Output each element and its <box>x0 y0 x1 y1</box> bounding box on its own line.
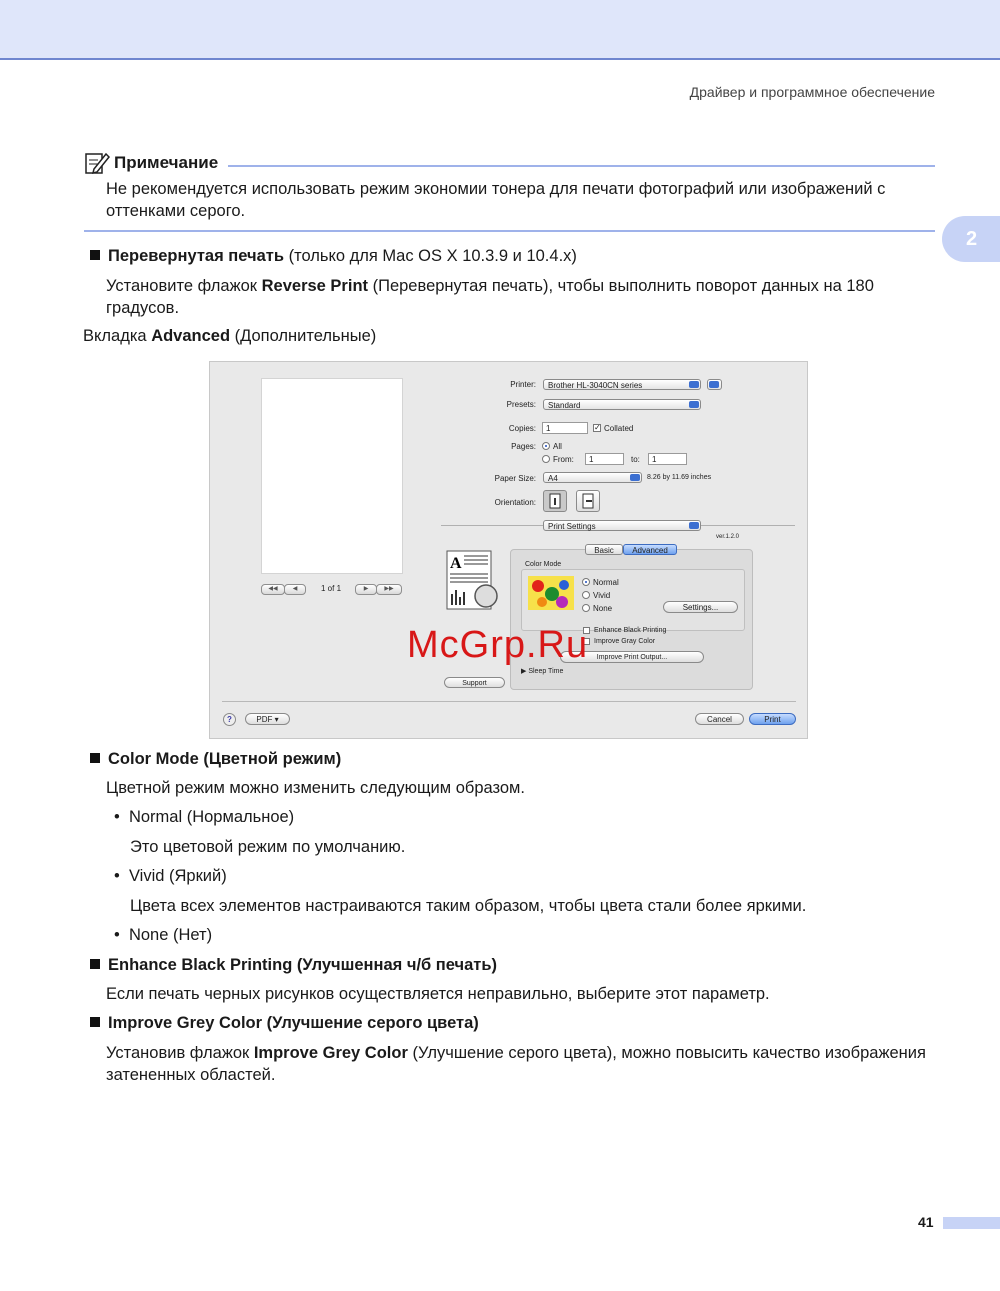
dot-bullet: • <box>114 867 120 885</box>
svg-text:A: A <box>450 555 462 572</box>
enhance-black-label: Enhance Black Printing <box>594 627 667 634</box>
color-mode-heading-text: Color Mode (Цветной режим) <box>108 750 342 768</box>
portrait-icon <box>549 493 561 509</box>
cancel-button[interactable]: Cancel <box>695 713 744 725</box>
color-normal-label: Normal <box>593 578 619 587</box>
paper-dimensions: 8.26 by 11.69 inches <box>647 474 712 481</box>
tab-advanced[interactable]: Advanced <box>623 544 677 555</box>
color-vivid-label: Vivid <box>593 591 611 600</box>
dot-bullet: • <box>114 926 120 944</box>
note-text: Не рекомендуется использовать режим экономии тонера для печати фотографий или изображений с оттенками серого. <box>106 180 886 220</box>
note-rule <box>228 165 935 167</box>
pages-from-radio[interactable] <box>542 455 550 463</box>
triangle-up-icon <box>709 381 719 388</box>
normal-desc: Это цветовой режим по умолчанию. <box>130 838 406 856</box>
watermark: McGrp.Ru <box>407 624 589 666</box>
page-number: 41 <box>918 1214 934 1230</box>
popup-arrows-icon <box>689 381 699 388</box>
grey-text-pre: Установив флажок <box>106 1044 254 1062</box>
note-title: Примечание <box>114 153 219 172</box>
normal-item <box>114 806 294 828</box>
color-settings-button[interactable]: Settings... <box>663 601 738 613</box>
grey-text <box>106 1042 936 1086</box>
panel-select[interactable] <box>543 520 701 531</box>
grey-heading-text: Improve Grey Color (Улучшение серого цвета) <box>108 1014 479 1032</box>
print-dialog-screenshot <box>209 361 808 739</box>
page-preview <box>261 378 403 574</box>
enhance-text: Если печать черных рисунков осуществляется неправильно, выберите этот параметр. <box>106 985 770 1003</box>
popup-arrows-icon <box>689 522 699 529</box>
advanced-caption-bold: Advanced <box>151 327 231 345</box>
orientation-label: Orientation: <box>494 498 536 507</box>
pages-label: Pages: <box>511 442 536 451</box>
note-rule-bottom <box>84 230 935 232</box>
pages-from-field[interactable]: 1 <box>585 453 624 465</box>
enhance-heading-text: Enhance Black Printing (Улучшенная ч/б печать) <box>108 956 498 974</box>
collated-checkbox[interactable]: ✓ <box>594 423 601 432</box>
popup-arrows-icon <box>689 401 699 408</box>
enhance-heading <box>90 954 497 976</box>
reverse-heading-bold: Перевернутая печать <box>108 247 284 265</box>
last-page-button[interactable]: ▶▶ <box>376 584 402 595</box>
color-vivid-radio[interactable] <box>582 591 590 599</box>
copies-field[interactable]: 1 <box>542 422 588 434</box>
grey-heading <box>90 1012 479 1034</box>
none-item-text: None (Нет) <box>128 926 213 944</box>
normal-item-text: Normal (Нормальное) <box>128 808 295 826</box>
paper-size-select[interactable] <box>543 472 642 483</box>
pages-to-field[interactable]: 1 <box>648 453 687 465</box>
color-mode-group-label: Color Mode <box>525 561 562 568</box>
copies-label: Copies: <box>508 424 536 433</box>
color-mode-heading <box>90 748 341 770</box>
driver-version: ver.1.2.0 <box>716 534 740 540</box>
reverse-heading-rest: (только для Mac OS X 10.3.9 и 10.4.x) <box>284 247 577 265</box>
chapter-tab <box>942 216 1000 262</box>
color-none-label: None <box>593 604 613 613</box>
reverse-text-post: (Перевернутая печать), чтобы выполнить поворот данных на 180 градусов. <box>106 277 874 317</box>
prev-page-button[interactable]: ◀ <box>284 584 306 595</box>
none-item <box>114 924 212 946</box>
next-page-button[interactable]: ▶ <box>355 584 377 595</box>
landscape-icon <box>582 493 594 509</box>
color-sample-image-icon <box>528 576 574 610</box>
advanced-caption-pre: Вкладка <box>83 327 152 345</box>
first-page-button[interactable]: ◀◀ <box>261 584 285 595</box>
disclosure-button[interactable] <box>707 379 722 390</box>
page-number-bar <box>943 1217 1000 1229</box>
reverse-text-bold: Reverse Print <box>261 277 369 295</box>
reverse-text <box>106 275 946 319</box>
printer-value: Brother HL-3040CN series <box>548 381 643 390</box>
presets-select[interactable] <box>543 399 701 410</box>
collated-label: Collated <box>604 424 634 433</box>
printer-select[interactable] <box>543 379 701 390</box>
advanced-caption-post: (Дополнительные) <box>230 327 377 345</box>
square-bullet-icon <box>90 250 100 260</box>
color-mode-intro: Цветной режим можно изменить следующим образом. <box>106 779 525 797</box>
presets-value: Standard <box>548 401 581 410</box>
printer-label: Printer: <box>510 380 536 389</box>
paper-size-label: Paper Size: <box>494 474 536 483</box>
chapter-number: 2 <box>966 228 978 250</box>
pages-all-label: All <box>553 442 562 451</box>
page-count: 1 of 1 <box>321 584 342 593</box>
reverse-heading <box>90 245 577 267</box>
top-band <box>0 0 1000 60</box>
support-button[interactable]: Support <box>444 677 505 688</box>
note-box <box>84 148 935 232</box>
vivid-item <box>114 865 227 887</box>
running-header: Драйвер и программное обеспечение <box>689 84 935 100</box>
color-none-radio[interactable] <box>582 604 590 612</box>
grey-text-bold: Improve Grey Color <box>253 1044 408 1062</box>
help-button[interactable]: ? <box>223 713 236 726</box>
vivid-desc: Цвета всех элементов настраиваются таким образом, чтобы цвета стали более яркими. <box>130 897 807 915</box>
improve-gray-label: Improve Gray Color <box>594 638 656 645</box>
tab-basic[interactable]: Basic <box>585 544 623 555</box>
document-preview-icon <box>446 550 504 612</box>
square-bullet-icon <box>90 1017 100 1027</box>
pages-all-radio[interactable] <box>542 442 550 450</box>
square-bullet-icon <box>90 753 100 763</box>
sleep-time-toggle[interactable]: ▶ Sleep Time <box>521 668 564 675</box>
square-bullet-icon <box>90 959 100 969</box>
vivid-item-text: Vivid (Яркий) <box>128 867 227 885</box>
landscape-button[interactable] <box>576 490 600 512</box>
panel-value: Print Settings <box>548 522 596 531</box>
reverse-text-pre: Установите флажок <box>106 277 262 295</box>
pages-from-label: From: <box>553 455 574 464</box>
print-button[interactable]: Print <box>749 713 796 725</box>
portrait-button[interactable] <box>543 490 567 512</box>
sleep-time-label: Sleep Time <box>528 668 564 675</box>
pages-to-label: to: <box>631 455 640 464</box>
dot-bullet: • <box>114 808 120 826</box>
pdf-button[interactable]: PDF ▾ <box>245 713 290 725</box>
pencil-note-icon <box>84 150 110 176</box>
paper-size-value: A4 <box>548 474 558 483</box>
popup-arrows-icon <box>630 474 640 481</box>
advanced-caption <box>83 325 376 347</box>
color-normal-radio[interactable] <box>582 578 590 586</box>
grey-text-post: (Улучшение серого цвета), можно повысить качество изображения затененных областей. <box>106 1044 926 1084</box>
improve-output-button[interactable]: Improve Print Output... <box>560 651 704 663</box>
footer-separator <box>222 701 796 702</box>
presets-label: Presets: <box>506 400 536 409</box>
